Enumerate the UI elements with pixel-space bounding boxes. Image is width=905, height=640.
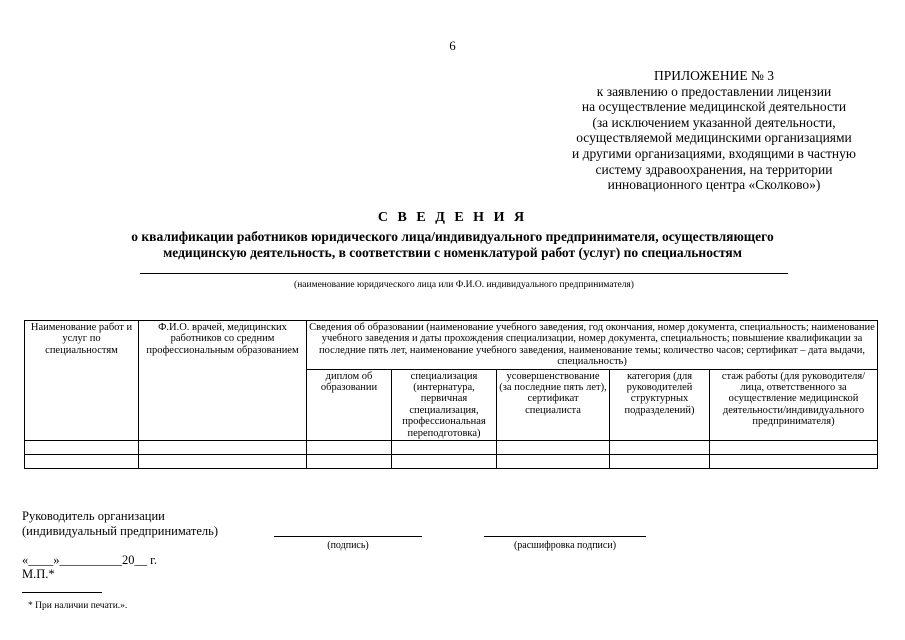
table-cell[interactable] [139, 455, 307, 469]
annex-line: инновационного центра «Сколково») [607, 177, 821, 193]
header-works-services: Наименование работ и услуг по специальностям [25, 321, 139, 441]
signature-line[interactable] [274, 536, 422, 537]
footnote-divider [22, 592, 102, 593]
head-line: (индивидуальный предприниматель) [22, 524, 218, 538]
table-row [25, 455, 878, 469]
qualification-table [24, 320, 878, 469]
name-decoding-caption: (расшифровка подписи) [513, 540, 617, 551]
table-cell[interactable] [25, 441, 139, 455]
header-category: категория (для руководителей структурных подразделений) [610, 369, 710, 440]
head-of-organization-label [22, 509, 218, 539]
header-improvement: усовершенствование (за последние пять лет), сертификат специалиста [497, 369, 610, 440]
header-staff-names: Ф.И.О. врачей, медицинских работников со средним профессиональным образованием [139, 321, 307, 441]
annex-line: на осуществление медицинской деятельности [581, 99, 847, 115]
subtitle-line: медицинскую деятельность, в соответствии с номенклатурой работ (услуг) по специальностям [163, 245, 742, 260]
document-title: С В Е Д Е Н И Я [377, 210, 528, 225]
table-cell[interactable] [307, 455, 392, 469]
annex-block [540, 68, 888, 193]
organization-name-field-line[interactable] [140, 273, 788, 274]
subtitle-line: о квалификации работников юридического лица/индивидуального предпринимателя, осуществляющего [131, 229, 774, 244]
annex-line: (за исключением указанной деятельности, [592, 114, 836, 130]
header-diploma: диплом об образовании [307, 369, 392, 440]
head-line: Руководитель организации [22, 509, 165, 523]
name-decoding-line[interactable] [484, 536, 646, 537]
table-cell[interactable] [25, 455, 139, 469]
table-cell[interactable] [710, 441, 878, 455]
table-cell[interactable] [497, 441, 610, 455]
annex-title: ПРИЛОЖЕНИЕ № 3 [653, 68, 775, 83]
table-cell[interactable] [307, 441, 392, 455]
footnote: * При наличии печати.». [28, 601, 128, 611]
annex-line: осуществляемой медицинскими организациями [576, 130, 852, 146]
table-cell[interactable] [392, 455, 497, 469]
header-work-experience: стаж работы (для руководителя/ лица, ответственного за осуществление медицинской деятельности/индивидуального предпринимателя) [710, 369, 878, 440]
table-cell[interactable] [610, 455, 710, 469]
header-specialization: специализация (интернатура, первичная специализация, профессиональная переподготовка) [392, 369, 497, 440]
document-subtitle [60, 229, 845, 261]
page-number: 6 [449, 38, 456, 53]
annex-line: к заявлению о предоставлении лицензии [596, 83, 832, 99]
annex-line: систему здравоохранения, на территории [595, 161, 833, 177]
header-education-info: Сведения об образовании (наименование учебного заведения, год окончания, номер документа, специальность; наименование учебного заведения и даты прохождения специализации, номер документа, специальность; повышение квалификации за последние пять лет, наименование учебного заведения, наименование темы; количество часов; сертификат – дата выдачи, специальность) [307, 321, 878, 370]
date-line: «____»__________20__ г. [22, 553, 157, 567]
table-cell[interactable] [710, 455, 878, 469]
table-cell[interactable] [139, 441, 307, 455]
organization-name-caption: (наименование юридического лица или Ф.И.О. индивидуального предпринимателя) [294, 280, 634, 290]
table-cell[interactable] [610, 441, 710, 455]
table-row [25, 441, 878, 455]
signature-caption: (подпись) [327, 540, 369, 551]
table-cell[interactable] [497, 455, 610, 469]
annex-line: и другими организациями, входящими в частную [572, 145, 856, 161]
stamp-label: М.П.* [22, 567, 55, 581]
table-cell[interactable] [392, 441, 497, 455]
